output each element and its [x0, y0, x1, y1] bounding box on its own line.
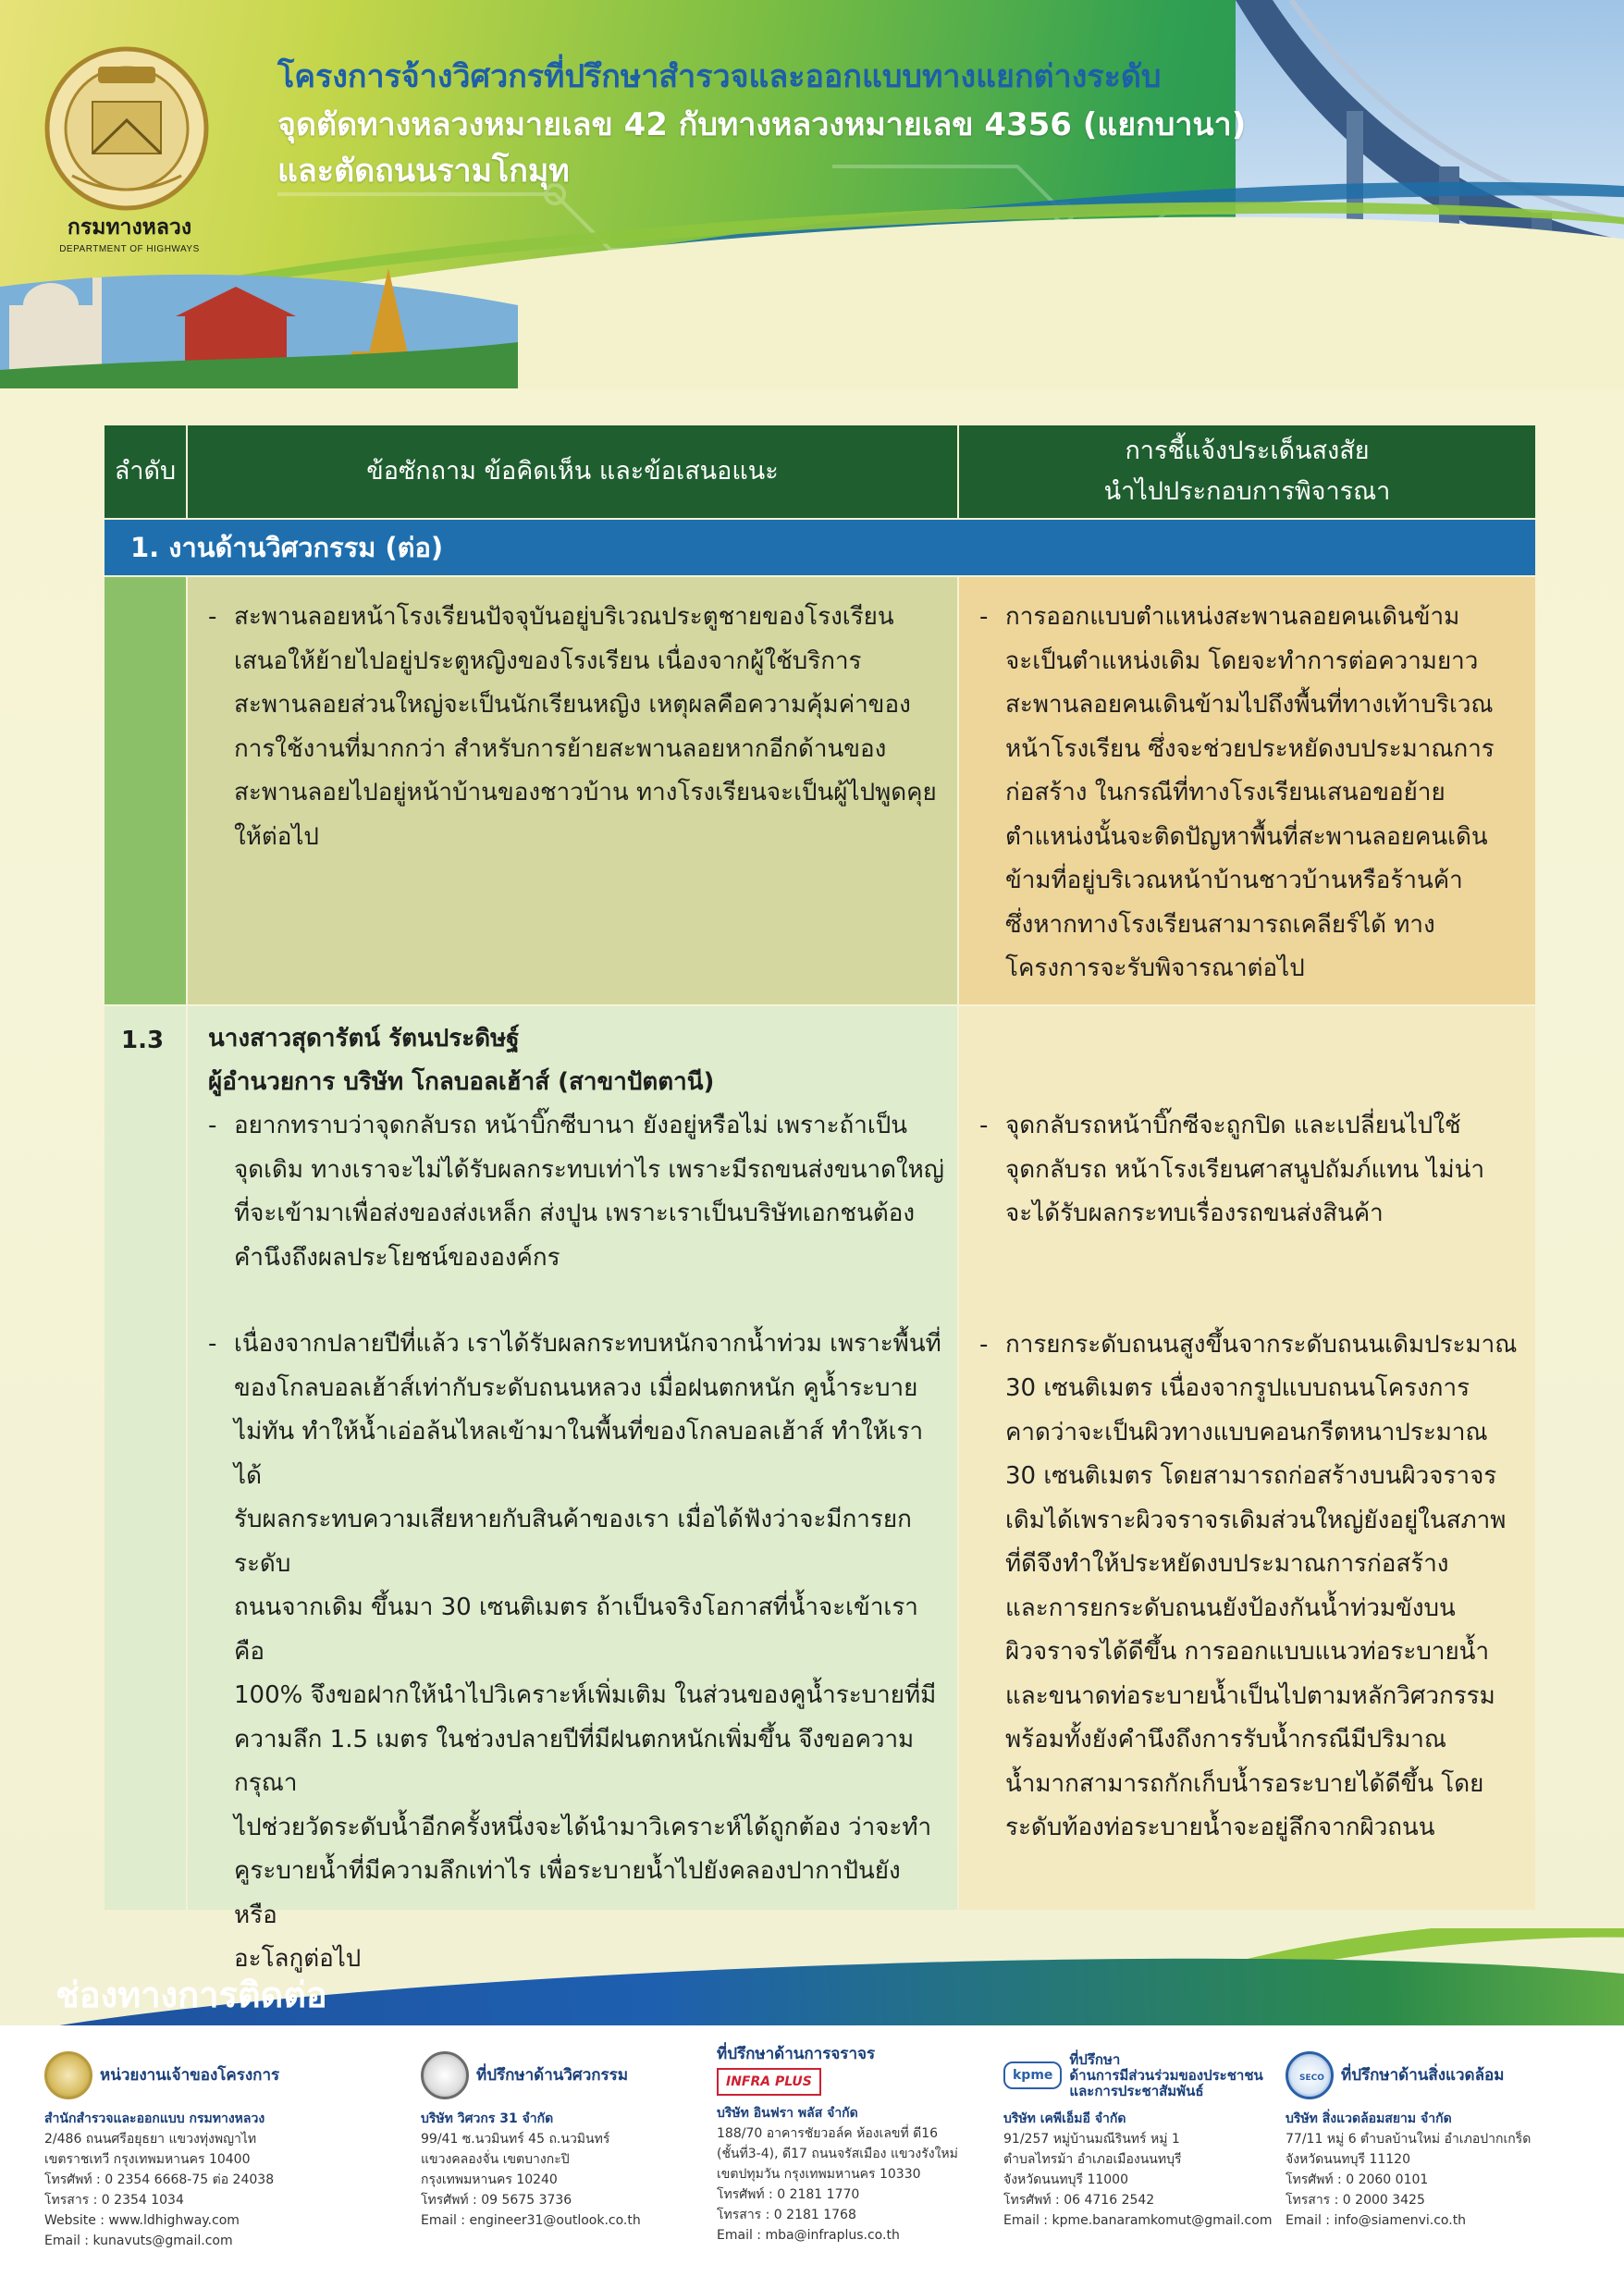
row1-answer: - การออกแบบตำแหน่งสะพานลอยคนเดินข้าม จะเป็นตำแหน่งเดิม โดยจะทำการต่อความยาว สะพานลอยคนเดินข้ามไปถึงพื้นที่ทางเท้าบริเวณ หน้าโรงเรียน ซึ่งจะช่วยประหยัดงบประมาณการ ก่อสร้าง ในกรณีที่ทางโรงเรียนเสนอขอย้าย ตำแหน่งนั้นจะติดปัญหาพื้นที่สะพานลอยคนเดิน ข้ามที่อยู่บริเวณหน้าบ้านชาวบ้านหรือร้านค้า ซึ่งหากทางโรงเรียนสามารถเคลียร์ได้ ทาง โครงการจะรับพิจารณาต่อไป: [979, 603, 1495, 982]
row1-answer-cell: [959, 577, 1535, 1004]
department-logo: [44, 46, 209, 211]
comments-table: [105, 425, 1535, 1973]
row2-question-cell: [188, 1006, 957, 1973]
contact-traffic-email[interactable]: Email : mba@infraplus.co.th: [717, 2228, 900, 2243]
contact-owner-org: สำนักสำรวจและออกแบบ กรมทางหลวง: [44, 2111, 265, 2126]
header-answer: [959, 425, 1535, 518]
header-question: ข้อซักถาม ข้อคิดเห็น และข้อเสนอแนะ: [188, 425, 957, 518]
row2-answer-1: - จุดกลับรถหน้าบิ๊กซีจะถูกปิด และเปลี่ยนไปใช้ จุดกลับรถ หน้าโรงเรียนศาสนูปถัมภ์แทน ไม่น่า จะได้รับผลกระทบเรื่องรถขนส่งสินค้า: [979, 1112, 1485, 1227]
logo-name-en: DEPARTMENT OF HIGHWAYS: [59, 244, 200, 254]
row1-no-cell: [105, 577, 186, 1004]
contact-owner: หน่วยงานเจ้าของโครงการ สำนักสำรวจและออกแบบ กรมทางหลวง 2/486 ถนนศรีอยุธยา แขวงทุ่งพญาไท เขตราชเทวี กรุงเทพมหานคร 10400 โทรศัพท์ : 0 2354 6668-75 ต่อ 24038 โทรสาร : 0 2354 1034 Website : www.ldhighway.com Email : kunavuts@gmail.com: [44, 2049, 322, 2251]
contact-owner-head: หน่วยงานเจ้าของโครงการ: [100, 2066, 280, 2085]
contact-environment-email[interactable]: Email : info@siamenvi.co.th: [1286, 2213, 1467, 2228]
title-line-3: และตัดถนนรามโกมุท: [277, 153, 570, 190]
contact-engineering-head: ที่ปรึกษาด้านวิศวกรรม: [476, 2066, 629, 2085]
commenter-position: ผู้อำนวยการ บริษัท โกลบอลเฮ้าส์ (สาขาปัตตานี): [208, 1068, 715, 1096]
contact-owner-email[interactable]: Email : kunavuts@gmail.com: [44, 2234, 233, 2248]
contact-owner-website[interactable]: Website : www.ldhighway.com: [44, 2213, 240, 2228]
header-answer-line-1: การชี้แจ้งประเด็นสงสัย: [1125, 437, 1370, 465]
contact-traffic: ที่ปรึกษาด้านการจราจร INFRA PLUS บริษัท อินฟรา พลัส จำกัด 188/70 อาคารชัยวอล์ค ห้องเลขที่ ดี16 (ชั้นที่3-4), ดี17 ถนนจรัสเมือง แขวงรังใหม่ เขตปทุมวัน กรุงเทพมหานคร 10330 โทรศัพท์ : 0 2181 1770 โทรสาร : 0 2181 1768 Email : mba@infraplus.co.th: [717, 2044, 1003, 2246]
footer-title: ช่องทางการติดต่อ: [55, 1975, 327, 2015]
header-answer-line-2: นำไปประกอบการพิจารณา: [1103, 477, 1391, 506]
contact-participation-email[interactable]: Email : kpme.banaramkomut@gmail.com: [1003, 2213, 1273, 2228]
row2-no-cell: [105, 1006, 186, 1910]
row2-answer-2: - การยกระดับถนนสูงขึ้นจากระดับถนนเดิมประมาณ 30 เซนติเมตร เนื่องจากรูปแบบถนนโครงการ คาดว่าจะเป็นผิวทางแบบคอนกรีตหนาประมาณ 30 เซนติเมตร โดยสามารถก่อสร้างบนผิวจราจร เดิมได้เพราะผิวจราจรเดิมส่วนใหญ่ยังอยู่ในสภาพ ที่ดีจึงทำให้ประหยัดงบประมาณการก่อสร้าง และการยกระดับถนนยังป้องกันน้ำท่วมขังบน ผิวจราจรได้ดีขึ้น การออกแบบแนวท่อระบายน้ำ และขนาดท่อระบายน้ำเป็นไปตามหลักวิศวกรรม พร้อมทั้งยังคำนึงถึงการรับน้ำกรณีมีปริมาณ น้ำมากสามารถกักเก็บน้ำรอระบายได้ดีขึ้น โดย ระดับท้องท่อระบายน้ำจะอยู่ลึกจากผิวถนน: [979, 1330, 1518, 1841]
row2-number: 1.3: [121, 1027, 165, 1054]
seco-logo-text: SECO: [1299, 2074, 1324, 2083]
contact-engineering-org: บริษัท วิศวกร 31 จำกัด: [421, 2111, 554, 2126]
engineer31-seal-icon: [421, 2051, 469, 2099]
row1-question-cell: [188, 577, 957, 1004]
kpme-logo: kpme: [1003, 2061, 1062, 2089]
row2-question-2: - เนื่องจากปลายปีที่แล้ว เราได้รับผลกระทบหนักจากน้ำท่วม เพราะพื้นที่ ของโกลบอลเฮ้าส์เท่ากับระดับถนนหลวง เมื่อฝนตกหนัก คูน้ำระบาย ไม่ทัน ทำให้น้ำเอ่อล้นไหลเข้ามาในพื้นที่ของโกลบอลเฮ้าส์ ทำให้เราได้ รับผลกระทบความเสียหายกับสินค้าของเรา เมื่อได้ฟังว่าจะมีการยกระดับ ถนนจากเดิม ขึ้นมา 30 เซนติเมตร ถ้าเป็นจริงโอกาสที่น้ำจะเข้าเราคือ 100% จึงขอฝากให้นำไปวิเคราะห์เพิ่มเติม ในส่วนของคูน้ำระบายที่มี ความลึก 1.5 เมตร ในช่วงปลายปีที่มีฝนตกหนักเพิ่มขึ้น จึงขอความกรุณา ไปช่วยวัดระดับน้ำอีกครั้งหนึ่งจะได้นำมาวิเคราะห์ได้ถูกต้อง ว่าจะทำ คูระบายน้ำที่มีความลึกเท่าไร เพื่อระบายน้ำไปยังคลองปากาปันยัง หรือ อะโลกูต่อไป: [208, 1330, 941, 1973]
contact-engineering-email[interactable]: Email : engineer31@outlook.co.th: [421, 2213, 641, 2228]
row1-question: - สะพานลอยหน้าโรงเรียนปัจจุบันอยู่บริเวณประตูชายของโรงเรียน เสนอให้ย้ายไปอยู่ประตูหญิงของโรงเรียน เนื่องจากผู้ใช้บริการ สะพานลอยส่วนใหญ่จะเป็นนักเรียนหญิง เหตุผลคือความคุ้มค่าของ การใช้งานที่มากกว่า สำหรับการย้ายสะพานลอยหากอีกด้านของ สะพานลอยไปอยู่หน้าบ้านของชาวบ้าน ทางโรงเรียนจะเป็นผู้ไปพูดคุย ให้ต่อไป: [208, 603, 937, 851]
commenter-name: นางสาวสุดารัตน์ รัตนประดิษฐ์: [208, 1025, 520, 1052]
contact-environment: ที่ปรึกษาด้านสิ่งแวดล้อม บริษัท สิ่งแวดล้อมสยาม จำกัด 77/11 หมู่ 6 ตำบลบ้านใหม่ อำเภอปากเกร็ด จังหวัดนนทบุรี 11120 โทรศัพท์ : 0 2060 0101 โทรสาร : 0 2000 3425 Email : info@siamenvi.co.th: [1286, 2049, 1591, 2231]
landmarks-image: [0, 250, 518, 388]
contact-traffic-head: ที่ปรึกษาด้านการจราจร: [717, 2045, 876, 2063]
highway-seal-icon: [44, 2051, 92, 2099]
logo-name-th: กรมทางหลวง: [67, 215, 192, 239]
contact-traffic-org: บริษัท อินฟรา พลัส จำกัด: [717, 2106, 858, 2121]
contact-engineering: ที่ปรึกษาด้านวิศวกรรม บริษัท วิศวกร 31 จำกัด 99/41 ซ.นวมินทร์ 45 ถ.นวมินทร์ แขวงคลองจั่น เขตบางกะปิ กรุงเทพมหานคร 10240 โทรศัพท์ : 09 5675 3736 Email : engineer31@outlook.co.th: [421, 2049, 698, 2231]
infraplus-logo: INFRA PLUS: [717, 2068, 821, 2096]
page-title: [277, 52, 1295, 194]
section-title: 1. งานด้านวิศวกรรม (ต่อ): [105, 520, 1535, 575]
title-line-2: จุดตัดทางหลวงหมายเลข 42 กับทางหลวงหมายเลข 4356 (แยกบานา): [277, 106, 1247, 143]
contact-footer: [0, 2025, 1624, 2289]
header-no: ลำดับ: [105, 425, 186, 518]
row2-question-1: - อยากทราบว่าจุดกลับรถ หน้าบิ๊กซีบานา ยังอยู่หรือไม่ เพราะถ้าเป็น จุดเดิม ทางเราจะไม่ได้รับผลกระทบเท่าไร เพราะมีรถขนส่งขนาดใหญ่ ที่จะเข้ามาเพื่อส่งของส่งเหล็ก ส่งปูน เพราะเราเป็นบริษัทเอกชนต้อง คำนึงถึงผลประโยชน์ขององค์กร: [208, 1112, 944, 1272]
contact-environment-head: ที่ปรึกษาด้านสิ่งแวดล้อม: [1341, 2066, 1505, 2085]
contact-participation: kpme ที่ปรึกษา ด้านการมีส่วนร่วมของประชาชน และการประชาสัมพันธ์ บริษัท เคพีเอ็มอี จำกัด 91/257 หมู่บ้านมณีรินทร์ หมู่ 1 ตำบลไทรม้า อำเภอเมืองนนทบุรี จังหวัดนนทบุรี 11000 โทรศัพท์ : 06 4716 2542 Email : kpme.banaramkomut@gmail.com: [1003, 2049, 1318, 2231]
contact-environment-org: บริษัท สิ่งแวดล้อมสยาม จำกัด: [1286, 2111, 1452, 2126]
title-line-1: โครงการจ้างวิศวกรที่ปรึกษาสำรวจและออกแบบทางแยกต่างระดับ: [277, 58, 1162, 95]
contact-participation-org: บริษัท เคพีเอ็มอี จำกัด: [1003, 2111, 1126, 2126]
row2-answer-cell: [959, 1006, 1535, 1910]
page-header: [0, 0, 1624, 388]
